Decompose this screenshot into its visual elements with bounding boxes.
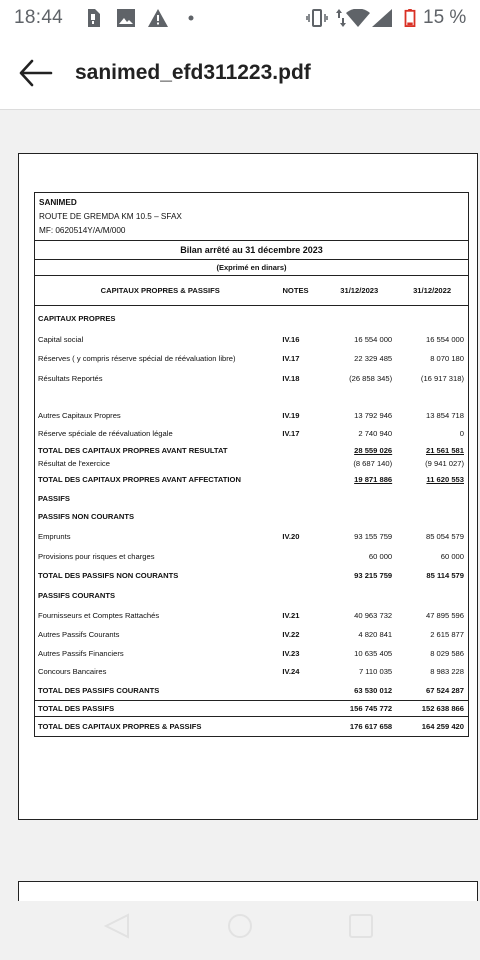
status-time: 18:44 — [14, 7, 64, 28]
row-label: Emprunts — [38, 532, 71, 541]
row-label: CAPITAUX PROPRES — [38, 313, 116, 323]
table-body — [35, 306, 468, 736]
table-row — [35, 507, 468, 526]
row-label: Fournisseurs et Comptes Rattachés — [38, 610, 160, 620]
recents-nav-button[interactable] — [348, 913, 374, 939]
row-label: Résultats Reportés — [38, 373, 103, 383]
document-title: Bilan arrêté au 31 décembre 2023 — [34, 241, 469, 260]
app-bar — [0, 36, 480, 110]
row-label: PASSIFS NON COURANTS — [38, 512, 135, 521]
row-label: Capital social — [38, 335, 84, 344]
row-value-2023: 4 820 841 — [358, 630, 393, 639]
table-row — [35, 388, 468, 424]
vibrate-icon — [306, 9, 328, 27]
table-row — [35, 680, 468, 700]
row-value-2023: 28 559 026 — [354, 445, 393, 455]
row-notes: IV.17 — [282, 354, 300, 363]
row-value-2022: 8 029 586 — [430, 649, 464, 658]
arrow-left-icon — [18, 58, 54, 88]
document-subtitle: (Exprimé en dinars) — [34, 260, 469, 276]
pdf-viewer[interactable] — [0, 111, 480, 901]
table-row — [35, 663, 468, 680]
col-2023-header: 31/12/2023 — [340, 286, 379, 295]
row-label: Autres Passifs Courants — [38, 630, 120, 639]
row-notes: IV.18 — [282, 373, 300, 383]
row-value-2022: (16 917 318) — [420, 373, 464, 383]
row-value-2022: 47 895 596 — [425, 610, 464, 620]
signal-icon — [372, 9, 392, 27]
navigation-bar — [0, 901, 480, 960]
row-label: Autres Passifs Financiers — [38, 649, 124, 658]
row-label: Résultat de l'exercice — [38, 459, 110, 468]
table-row — [35, 443, 468, 457]
table-row — [35, 625, 468, 644]
status-bar — [0, 0, 480, 36]
row-notes: IV.23 — [282, 649, 300, 658]
table-row — [35, 547, 468, 566]
row-value-2023: 10 635 405 — [354, 649, 393, 658]
sim-card-icon — [86, 9, 100, 27]
row-value-2023: 176 617 658 — [349, 722, 393, 731]
row-label: TOTAL DES CAPITAUX PROPRES & PASSIFS — [38, 722, 202, 731]
col-notes-header: NOTES — [282, 286, 309, 295]
row-value-2022: 11 620 553 — [426, 475, 464, 484]
row-value-2022: 2 615 877 — [430, 630, 464, 639]
row-notes: IV.21 — [282, 610, 300, 620]
table-row — [35, 489, 468, 507]
company-header — [34, 192, 469, 241]
row-value-2022: 67 524 287 — [425, 685, 464, 695]
company-address: ROUTE DE GREMDA KM 10.5 – SFAX — [39, 212, 182, 221]
row-value-2023: 7 110 035 — [358, 667, 393, 676]
row-label: Réserve spéciale de réévaluation légale — [38, 429, 173, 438]
row-value-2022: 16 554 000 — [425, 335, 464, 344]
row-value-2023: 93 215 759 — [354, 571, 393, 580]
company-name: SANIMED — [39, 198, 77, 207]
row-value-2022: 164 259 420 — [421, 722, 464, 731]
table-row — [35, 566, 468, 585]
table-row — [35, 644, 468, 663]
row-notes: IV.22 — [282, 630, 300, 639]
home-nav-button[interactable] — [226, 913, 254, 939]
row-notes: IV.16 — [282, 335, 300, 344]
col-2022-header: 31/12/2022 — [413, 286, 452, 295]
col-label-header: CAPITAUX PROPRES & PASSIFS — [100, 286, 220, 295]
row-value-2022: 85 054 579 — [425, 532, 464, 541]
pdf-page — [18, 153, 478, 820]
row-value-2022: 152 638 866 — [421, 704, 464, 713]
table-row — [35, 349, 468, 368]
row-value-2023: (26 858 345) — [349, 373, 393, 383]
row-label: Autres Capitaux Propres — [38, 411, 121, 420]
row-value-2022: 85 114 579 — [426, 571, 464, 580]
row-notes: IV.20 — [282, 532, 300, 541]
row-label: PASSIFS — [38, 493, 70, 503]
row-value-2023: 156 745 772 — [349, 704, 393, 713]
row-value-2022: 21 561 581 — [425, 445, 464, 455]
row-label: PASSIFS COURANTS — [38, 590, 116, 600]
wifi-icon — [346, 9, 370, 27]
row-value-2022: 13 854 718 — [425, 411, 464, 420]
row-notes: IV.24 — [282, 667, 300, 676]
row-value-2023: 16 554 000 — [354, 335, 393, 344]
row-value-2022: 0 — [459, 429, 464, 438]
table-row — [35, 716, 468, 736]
table-row — [35, 700, 468, 716]
row-value-2023: (8 687 140) — [353, 459, 393, 468]
row-value-2023: 40 963 732 — [354, 610, 393, 620]
table-row — [35, 330, 468, 349]
row-value-2022: (9 941 027) — [425, 459, 464, 468]
row-label: TOTAL DES PASSIFS COURANTS — [38, 685, 160, 695]
table-row — [35, 368, 468, 388]
balance-sheet — [34, 192, 469, 737]
row-value-2023: 19 871 886 — [354, 475, 393, 484]
table-header — [35, 276, 468, 306]
table-row — [35, 526, 468, 547]
table-row — [35, 585, 468, 605]
file-title: sanimed_efd311223.pdf — [75, 61, 311, 84]
row-label: TOTAL DES PASSIFS NON COURANTS — [38, 571, 179, 580]
row-label: Réserves ( y compris réserve spécial de réévaluation libre) — [38, 354, 236, 363]
warning-icon — [148, 9, 168, 27]
row-value-2022: 8 070 180 — [430, 354, 464, 363]
row-label: Provisions pour risques et charges — [38, 552, 155, 561]
row-notes: IV.19 — [282, 411, 300, 420]
image-icon — [117, 9, 135, 27]
row-label: TOTAL DES CAPITAUX PROPRES AVANT RESULTAT — [38, 445, 228, 455]
table-row — [35, 457, 468, 470]
row-value-2023: 2 740 940 — [358, 429, 393, 438]
row-value-2023: 93 155 759 — [354, 532, 393, 541]
back-nav-button[interactable] — [103, 913, 131, 939]
row-notes: IV.17 — [282, 429, 300, 438]
company-mf: MF: 0620514Y/A/M/000 — [39, 226, 126, 235]
row-value-2023: 63 530 012 — [354, 685, 393, 695]
row-value-2022: 60 000 — [440, 552, 464, 561]
row-value-2023: 22 329 485 — [354, 354, 393, 363]
table-row — [35, 424, 468, 443]
data-transfer-icon — [336, 9, 346, 27]
table-row — [35, 306, 468, 330]
row-label: TOTAL DES PASSIFS — [38, 704, 115, 713]
table-row — [35, 470, 468, 489]
pdf-next-page — [18, 881, 478, 901]
battery-percentage: 15 % — [423, 7, 467, 28]
row-label: Concours Bancaires — [38, 667, 107, 676]
row-value-2023: 60 000 — [368, 552, 393, 561]
notification-dot-icon — [188, 15, 194, 21]
balance-table — [34, 276, 469, 737]
row-value-2022: 8 983 228 — [430, 667, 464, 676]
back-button[interactable] — [18, 58, 54, 88]
table-row — [35, 605, 468, 625]
battery-icon — [404, 9, 416, 27]
row-value-2023: 13 792 946 — [354, 411, 393, 420]
row-label: TOTAL DES CAPITAUX PROPRES AVANT AFFECTATION — [38, 475, 241, 484]
